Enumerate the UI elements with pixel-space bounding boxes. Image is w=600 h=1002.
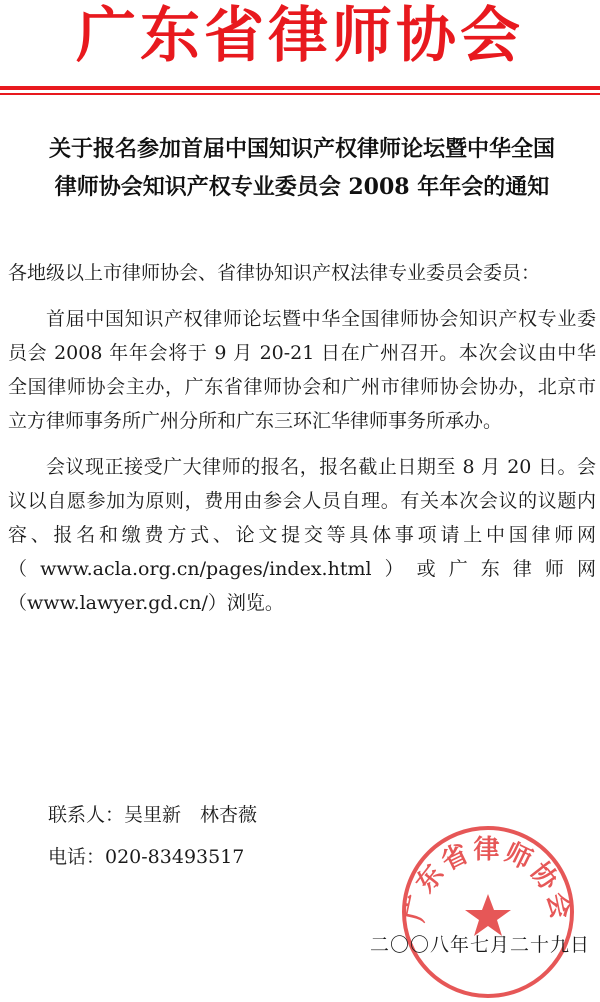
paragraph-2: 会议现正接受广大律师的报名，报名截止日期至 8 月 20 日。会议以自愿参加为原则，费用由参会人员自理。有关本次会议的议题内容、报名和缴费方式、论文提交等具体事项请上中国律师网（www.acla.org.cn/pages/index.html）或广东律师网（www.lawyer.gd.cn/）浏览。 (8, 456, 596, 614)
issue-date: 二〇〇八年七月二十九日 (369, 934, 590, 956)
contact-phone: 电话：020-83493517 (48, 846, 245, 868)
official-seal (398, 822, 578, 1002)
document-title-line-1: 关于报名参加首届中国知识产权律师论坛暨中华全国 (48, 136, 555, 162)
svg-text:广东省律师协会: 广东省律师协会 (399, 835, 577, 925)
letterhead-title: 广东省律师协会 (76, 1, 524, 71)
letterhead (0, 0, 600, 80)
document-body (8, 256, 596, 620)
letterhead-rule-thick (0, 86, 600, 90)
salutation: 各地级以上市律师协会、省律协知识产权法律专业委员会委员： (8, 262, 541, 284)
document-title (8, 130, 596, 206)
letterhead-rule-thin (0, 93, 600, 95)
contact-persons: 联系人：吴里新 林杏薇 (48, 804, 258, 826)
paragraph-1: 首届中国知识产权律师论坛暨中华全国律师协会知识产权专业委员会 2008 年年会将于 9 月 20-21 日在广州召开。本次会议由中华全国律师协会主办，广东省律师协会和广州市律师协会协办，北京市立方律师事务所广州分所和广东三环汇华律师事务所承办。 (8, 308, 596, 432)
document-title-line-2: 律师协会知识产权专业委员会 2008 年年会的通知 (54, 174, 550, 200)
